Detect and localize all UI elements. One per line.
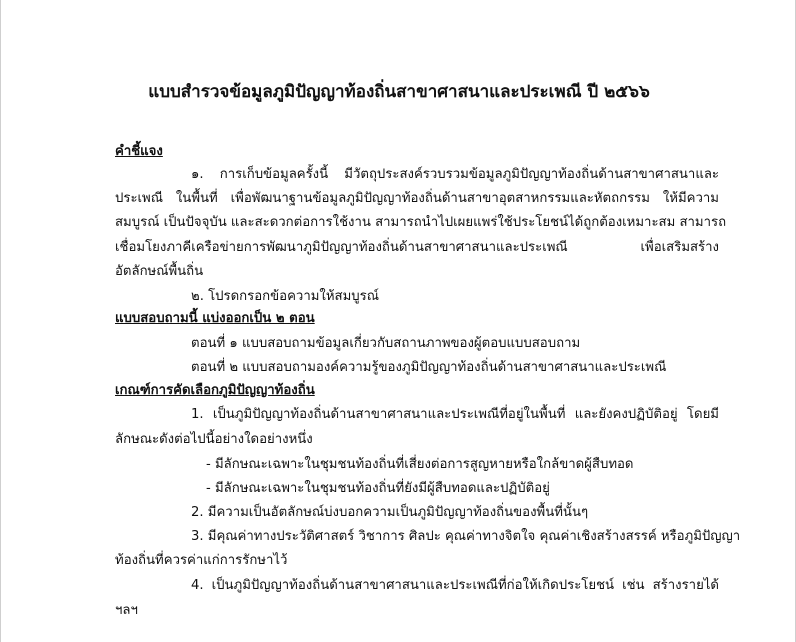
criteria-sub-item: - มีลักษณะเฉพาะในชุมชนท้องถิ่นที่ยังมีผู้สืบทอดและปฏิบัติอยู่ bbox=[206, 481, 550, 496]
section-item: ตอนที่ ๒ แบบสอบถามองค์ความรู้ของภูมิปัญญาท้องถิ่นด้านสาขาศาสนาและประเพณี bbox=[191, 360, 667, 375]
sections-heading: แบบสอบถามนี้ แบ่งออกเป็น ๒ ตอน bbox=[115, 311, 315, 326]
instructions-heading: คำชี้แจง bbox=[115, 144, 163, 159]
instruction-paragraph-line: ประเพณี ในพื้นที่ เพื่อพัฒนาฐานข้อมูลภูมิปัญญาท้องถิ่นด้านสาขาอุตสาหกรรมและหัตถกรรม ให้มีความ bbox=[115, 191, 719, 206]
criteria-item: 3. มีคุณค่าทางประวัติศาสตร์ วิชาการ ศิลปะ คุณค่าทางจิตใจ คุณค่าเชิงสร้างสรรค์ หรือภูมิปัญญา bbox=[191, 529, 741, 544]
instruction-paragraph-line: เชื่อมโยงภาคีเครือข่ายการพัฒนาภูมิปัญญาท้องถิ่นด้านสาขาศาสนาและประเพณี เพื่อเสริมสร้าง bbox=[115, 240, 719, 255]
criteria-sub-item: - มีลักษณะเฉพาะในชุมชนท้องถิ่นที่เสี่ยงต่อการสูญหายหรือใกล้ขาดผู้สืบทอด bbox=[206, 457, 634, 472]
instruction-paragraph-line: อัตลักษณ์พื้นถิ่น bbox=[115, 264, 204, 279]
criteria-item: 4. เป็นภูมิปัญญาท้องถิ่นด้านสาขาศาสนาและประเพณีที่ก่อให้เกิดประโยชน์ เช่น สร้างรายได้ bbox=[191, 578, 719, 593]
section-item: ตอนที่ ๑ แบบสอบถามข้อมูลเกี่ยวกับสถานภาพของผู้ตอบแบบสอบถาม bbox=[191, 336, 581, 351]
criteria-item: 1. เป็นภูมิปัญญาท้องถิ่นด้านสาขาศาสนาและประเพณีที่อยู่ในพื้นที่ และยังคงปฏิบัติอยู่ โดยมี bbox=[191, 407, 719, 422]
criteria-item-continuation: ฯลฯ bbox=[115, 603, 138, 618]
criteria-item-continuation: ท้องถิ่นที่ควรค่าแก่การรักษาไว้ bbox=[115, 553, 288, 568]
document-title: แบบสำรวจข้อมูลภูมิปัญญาท้องถิ่นสาขาศาสนาและประเพณี ปี ๒๕๖๖ bbox=[148, 82, 650, 102]
criteria-item-continuation: ลักษณะดังต่อไปนี้อย่างใดอย่างหนึ่ง bbox=[115, 432, 313, 447]
instruction-paragraph-line: สมบูรณ์ เป็นปัจจุบัน และสะดวกต่อการใช้งาน สามารถนำไปเผยแพร่ใช้ประโยชน์ได้ถูกต้องเหมาะสม สามารถ bbox=[115, 215, 727, 230]
criteria-heading: เกณฑ์การคัดเลือกภูมิปัญญาท้องถิ่น bbox=[115, 383, 315, 398]
criteria-item: 2. มีความเป็นอัตลักษณ์บ่งบอกความเป็นภูมิปัญญาท้องถิ่นของพื้นที่นั้นๆ bbox=[191, 505, 589, 520]
instruction-item: ๒. โปรดกรอกข้อความให้สมบูรณ์ bbox=[191, 289, 379, 304]
instruction-paragraph-line: ๑. การเก็บข้อมูลครั้งนี้ มีวัตถุประสงค์รวบรวมข้อมูลภูมิปัญญาท้องถิ่นด้านสาขาศาสนาและ bbox=[191, 167, 719, 182]
